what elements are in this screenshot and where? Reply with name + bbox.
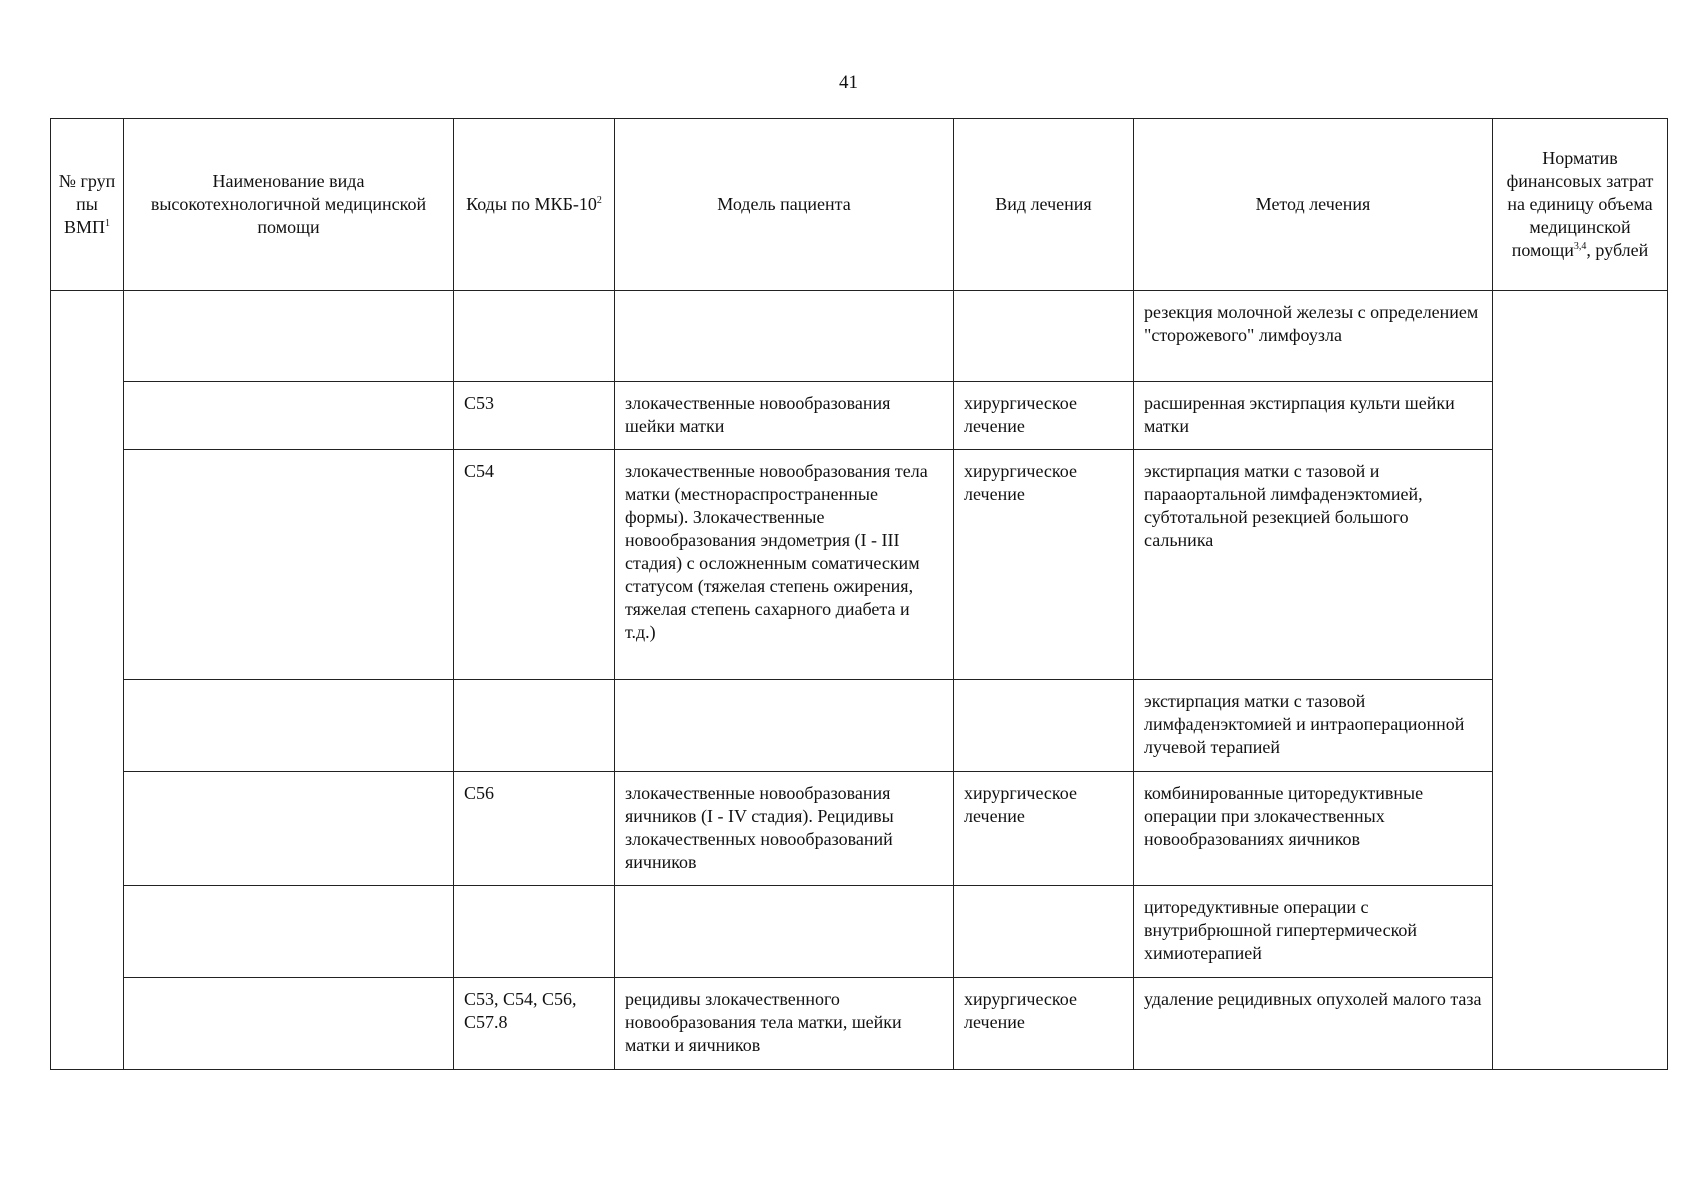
treatment-method-cell: резекция молочной железы с определением "сторожевого" лимфоузла [1134,291,1493,382]
care-name-cell [124,978,454,1070]
patient-model-cell: злокачественные новообразования яичников (I - IV стадия). Рецидивы злокачественных новообразований яичников [615,772,954,886]
patient-model-cell: злокачественные новообразования тела матки (местнораспространенные формы). Злокачественные новообразования эндометрия (I - III стадия) с осложненным соматическим статусом (тяжелая степень ожирения, тяжелая степень сахарного диабета и т.д.) [615,450,954,680]
table-header-row [51,119,1668,291]
treatment-method-cell: экстирпация матки с тазовой лимфаденэктомией и интраоперационной лучевой терапией [1134,680,1493,772]
treatment-type-cell [954,680,1134,772]
treatment-type-cell: хирургическое лечение [954,450,1134,680]
icd-codes-cell: C53, C54, C56, C57.8 [454,978,615,1070]
care-name-cell [124,772,454,886]
icd-codes-cell: C56 [454,772,615,886]
care-name-cell [124,680,454,772]
table-row [51,291,1668,382]
table-row [51,772,1668,886]
table-row [51,382,1668,450]
patient-model-cell: злокачественные новообразования шейки матки [615,382,954,450]
header-treatment-type: Вид лечения [954,119,1134,291]
group-no-cell [51,291,124,1070]
treatment-type-cell: хирургическое лечение [954,772,1134,886]
treatment-method-cell: экстирпация матки с тазовой и парааортальной лимфаденэктомией, субтотальной резекцией большого сальника [1134,450,1493,680]
treatment-method-cell: удаление рецидивных опухолей малого таза [1134,978,1493,1070]
treatment-type-cell: хирургическое лечение [954,382,1134,450]
table-row [51,450,1668,680]
icd-codes-cell [454,886,615,978]
care-name-cell [124,886,454,978]
page-number: 41 [839,72,858,93]
icd-codes-cell: C54 [454,450,615,680]
treatment-type-cell: хирургическое лечение [954,978,1134,1070]
treatment-type-cell [954,886,1134,978]
header-patient-model: Модель пациента [615,119,954,291]
vmp-table [50,118,1668,1070]
cost-norm-cell [1493,291,1668,1070]
treatment-method-cell: расширенная экстирпация культи шейки матки [1134,382,1493,450]
header-group-no: № груп пы ВМП$^1$ [51,119,124,291]
patient-model-cell: рецидивы злокачественного новообразования тела матки, шейки матки и яичников [615,978,954,1070]
icd-codes-cell: C53 [454,382,615,450]
patient-model-cell [615,680,954,772]
header-treatment-method: Метод лечения [1134,119,1493,291]
table-row [51,680,1668,772]
table-row [51,978,1668,1070]
care-name-cell [124,382,454,450]
header-care-name: Наименование вида высокотехнологичной медицинской помощи [124,119,454,291]
icd-codes-cell [454,680,615,772]
treatment-method-cell: комбинированные циторедуктивные операции при злокачественных новообразованиях яичников [1134,772,1493,886]
patient-model-cell [615,291,954,382]
care-name-cell [124,291,454,382]
treatment-type-cell [954,291,1134,382]
header-icd-codes: Коды по МКБ-$10^2$ [454,119,615,291]
care-name-cell [124,450,454,680]
header-cost-norm: Норматив финансовых затрат на единицу объема медицинской помощи$^{3,4}$, рублей [1493,119,1668,291]
table-row [51,886,1668,978]
patient-model-cell [615,886,954,978]
treatment-method-cell: циторедуктивные операции с внутрибрюшной гипертермической химиотерапией [1134,886,1493,978]
icd-codes-cell [454,291,615,382]
